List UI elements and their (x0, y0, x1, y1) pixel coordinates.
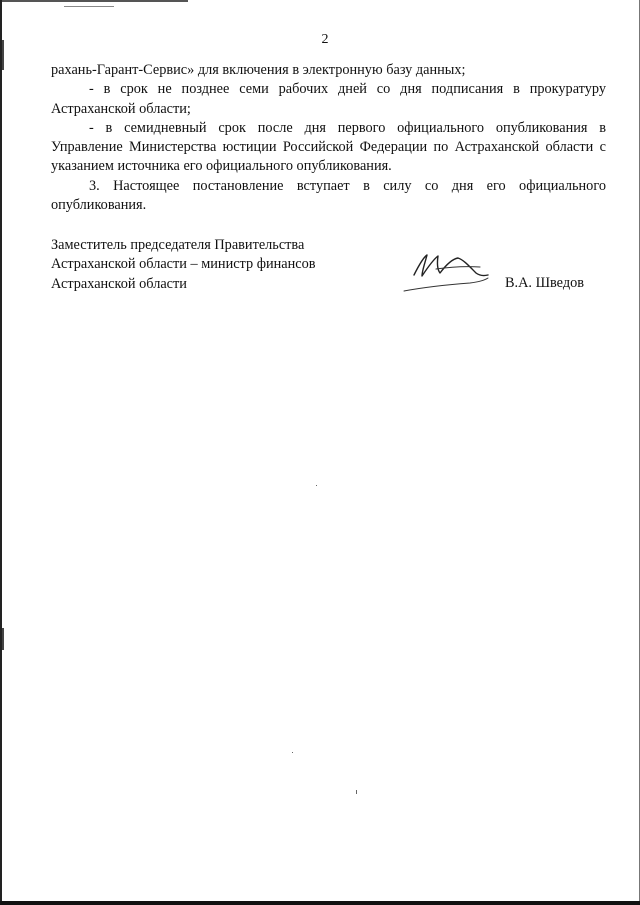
scan-artifact-top-tick (64, 6, 114, 7)
page-number: 2 (321, 32, 329, 47)
paragraph-effective-date: 3. Настоящее постановление вступает в силу со дня его официального опубликования. (51, 177, 606, 214)
scan-artifact-left-mark (2, 628, 4, 650)
signer-title-line-2: Астраханской области – министр финансов (51, 256, 316, 273)
signature-block (51, 236, 611, 294)
signer-title-line-3: Астраханской области (51, 275, 187, 292)
paragraph-prosecutor: - в срок не позднее семи рабочих дней со дня подписания в прокуратуру Астраханской области; (51, 81, 606, 117)
scan-speck (292, 752, 293, 753)
handwritten-signature-icon (400, 245, 490, 293)
scan-artifact-top-line (0, 0, 188, 2)
signer-name: В.А. Шведов (505, 275, 585, 291)
scan-speck (316, 485, 317, 486)
paragraph-continuation: рахань-Гарант-Сервис» для включения в электронную базу данных; (51, 62, 466, 78)
signer-title-line-1: Заместитель председателя Правительства (51, 237, 305, 253)
scan-speck (356, 790, 357, 794)
scan-artifact-bottom-edge (0, 901, 640, 905)
scan-artifact-left-edge (0, 0, 2, 905)
paragraph-ministry-justice: - в семидневный срок после дня первого официального опубликования в Управление Министерства юстиции Российской Федерации по Астраханской области с указанием источника его официального опубликования. (51, 119, 606, 175)
document-body (51, 61, 606, 215)
